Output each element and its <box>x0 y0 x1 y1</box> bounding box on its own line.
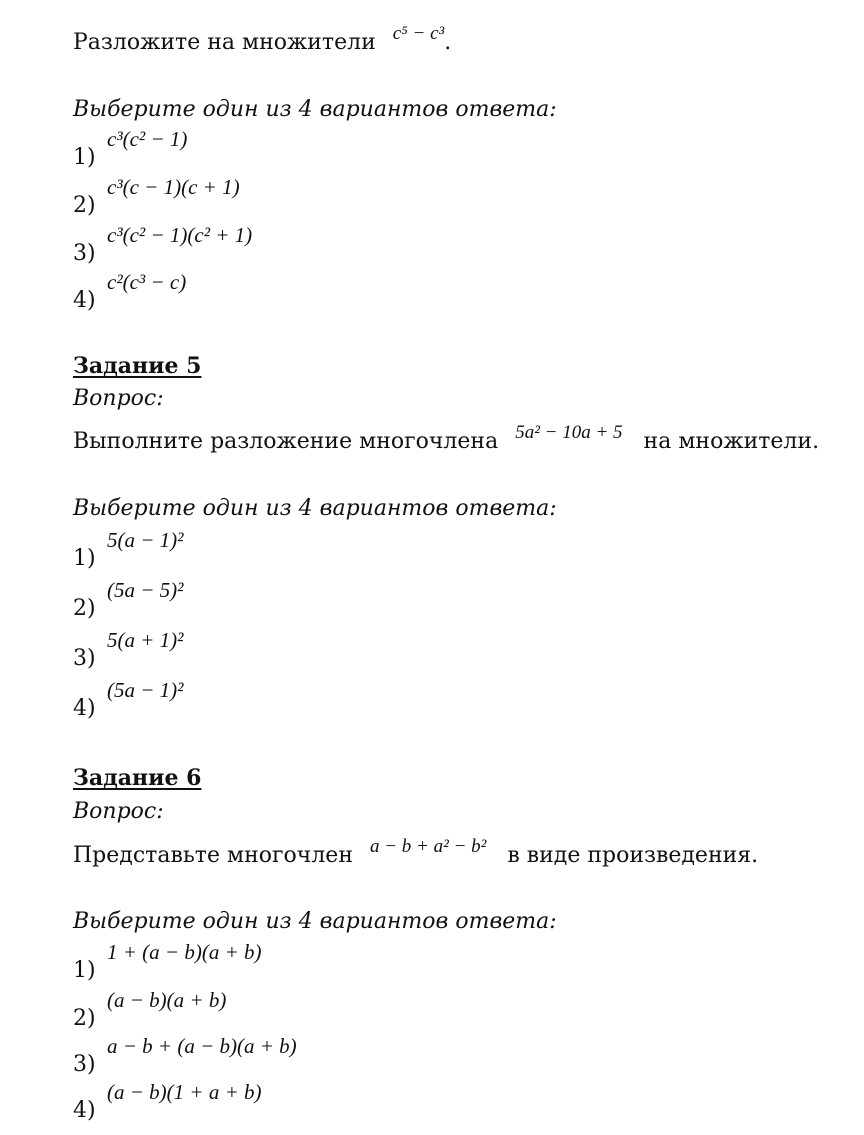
task-6-heading: Задание 6 <box>73 765 202 791</box>
choose-label-5: Выберите один из 4 вариантов ответа: <box>73 496 557 521</box>
task-6-question-label: Вопрос: <box>73 799 164 824</box>
option-number: 3) <box>73 241 96 266</box>
option-number: 4) <box>73 696 96 721</box>
choose-label-1: Выберите один из 4 вариантов ответа: <box>73 97 557 122</box>
option-number: 2) <box>73 596 96 621</box>
task-6-question <box>73 836 759 870</box>
option-math: c³(c² − 1)(c² + 1) <box>107 223 253 247</box>
intro-text: Разложите на множители <box>73 30 376 55</box>
option-math: (5a − 5)² <box>107 578 184 602</box>
choose-label-6: Выберите один из 4 вариантов ответа: <box>73 909 557 934</box>
option-number: 2) <box>73 193 96 218</box>
option-math: c²(c³ − c) <box>107 270 187 294</box>
option-number: 3) <box>73 646 96 671</box>
question-math: a − b + a² − b² <box>369 836 487 857</box>
option-math: 5(a + 1)² <box>107 628 184 652</box>
intro-question <box>73 23 452 57</box>
intro-math: c⁵ − c³ <box>392 23 445 44</box>
intro-tail: . <box>444 30 452 55</box>
option-number: 2) <box>73 1006 96 1031</box>
question-math: 5a² − 10a + 5 <box>515 422 623 443</box>
option-number: 3) <box>73 1052 96 1077</box>
option-math: 1 + (a − b)(a + b) <box>107 940 262 964</box>
option-math: c³(c − 1)(c + 1) <box>107 175 240 199</box>
option-number: 1) <box>73 145 96 170</box>
option-number: 1) <box>73 546 96 571</box>
task-5-heading: Задание 5 <box>73 353 202 379</box>
option-math: (5a − 1)² <box>107 678 184 702</box>
question-text-tail: на множители. <box>643 429 820 454</box>
option-math: (a − b)(1 + a + b) <box>107 1080 262 1104</box>
option-number: 4) <box>73 1098 96 1123</box>
question-text-tail: в виде произведения. <box>507 843 759 868</box>
option-number: 4) <box>73 288 96 313</box>
option-math: (a − b)(a + b) <box>107 988 227 1012</box>
option-math: c³(c² − 1) <box>107 127 188 151</box>
option-number: 1) <box>73 958 96 983</box>
question-text: Выполните разложение многочлена <box>73 429 499 454</box>
option-math: a − b + (a − b)(a + b) <box>107 1034 297 1058</box>
option-math: 5(a − 1)² <box>107 528 184 552</box>
question-text: Представьте многочлен <box>73 843 353 868</box>
task-5-question-label: Вопрос: <box>73 386 164 411</box>
task-5-question <box>73 422 820 456</box>
